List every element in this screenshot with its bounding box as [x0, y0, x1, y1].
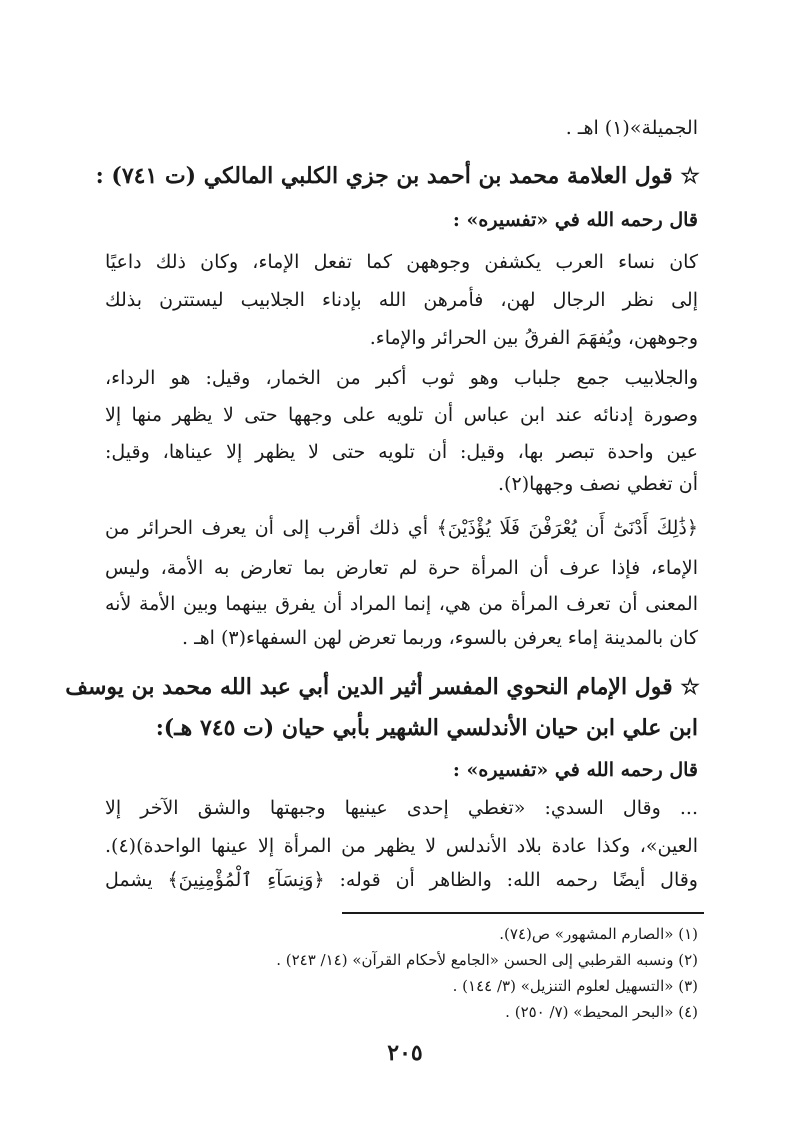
- section-heading: ☆ قول الإمام النحوي المفسر أثير الدين أبي عبد الله محمد بن يوسف: [65, 674, 700, 700]
- text-line: إلى نظر الرجال لهن، فأمرهن الله بإدناء الجلابيب ليستترن بذلك: [105, 289, 698, 311]
- text-line: المعنى أن تعرف المرأة من هي، إنما المراد أن يفرق بينهما وبين الأمة لأنه: [105, 593, 698, 615]
- footnote-separator: [342, 912, 704, 914]
- quran-verse-line: ﴿ذَٰلِكَ أَدْنَىٰٓ أَن يُعْرَفْنَ فَلَا يُؤْذَيْنَ﴾ أي ذلك أقرب إلى أن يعرف الحرائر من: [105, 517, 698, 539]
- page-number: ٢٠٥: [387, 1040, 423, 1066]
- text-line: وجوههن، ويُفهَمَ الفرقُ بين الحرائر والإماء.: [369, 327, 698, 349]
- section-heading-continued: ابن علي ابن حيان الأندلسي الشهير بأبي حيان (ت ٧٤٥ هـ):: [155, 715, 698, 741]
- text-line: كان بالمدينة إماء يعرفن بالسوء، وربما تعرض لهن السفهاء(٣) اهـ .: [182, 627, 698, 649]
- section-heading: ☆ قول العلامة محمد بن أحمد بن جزي الكلبي المالكي (ت ٧٤١) :: [95, 163, 700, 189]
- subheading: قال رحمه الله في «تفسيره» :: [452, 759, 698, 781]
- footnote: (٤) «البحر المحيط» (٧/ ٢٥٠) .: [505, 1003, 698, 1021]
- text-line: الجميلة»(١) اهـ .: [565, 117, 698, 139]
- text-line: أن تغطي نصف وجهها(٢).: [498, 473, 698, 495]
- text-line: الإماء، فإذا عرف أن المرأة حرة لم تعارض بما تعارض به الأمة، وليس: [105, 557, 698, 579]
- text-line: والجلابيب جمع جلباب وهو ثوب أكبر من الخمار، وقيل: هو الرداء،: [105, 367, 698, 389]
- text-line: العين»، وكذا عادة بلاد الأندلس لا يظهر من المرأة إلا عينها الواحدة)(٤).: [105, 835, 698, 857]
- text-line: وقال أيضًا رحمه الله: والظاهر أن قوله: ﴿وَنِسَآءِ ٱلْمُؤْمِنِينَ﴾ يشمل: [105, 869, 698, 891]
- footnote: (٣) «التسهيل لعلوم التنزيل» (٣/ ١٤٤) .: [452, 977, 698, 995]
- text-line: عين واحدة تبصر بها، وقيل: أن تلويه حتى لا يظهر إلا عيناها، وقيل:: [105, 441, 698, 463]
- footnote: (١) «الصارم المشهور» ص(٧٤).: [499, 925, 698, 943]
- footnote: (٢) ونسبه القرطبي إلى الحسن «الجامع لأحكام القرآن» (١٤/ ٢٤٣) .: [276, 951, 698, 969]
- text-line: كان نساء العرب يكشفن وجوههن كما تفعل الإماء، وكان ذلك داعيًا: [105, 251, 698, 273]
- text-line: ... وقال السدي: «تغطي إحدى عينيها وجبهتها والشق الآخر إلا: [105, 797, 698, 819]
- subheading: قال رحمه الله في «تفسيره» :: [452, 209, 698, 231]
- text-line: وصورة إدنائه عند ابن عباس أن تلويه على وجهها حتى لا يظهر منها إلا: [105, 404, 698, 426]
